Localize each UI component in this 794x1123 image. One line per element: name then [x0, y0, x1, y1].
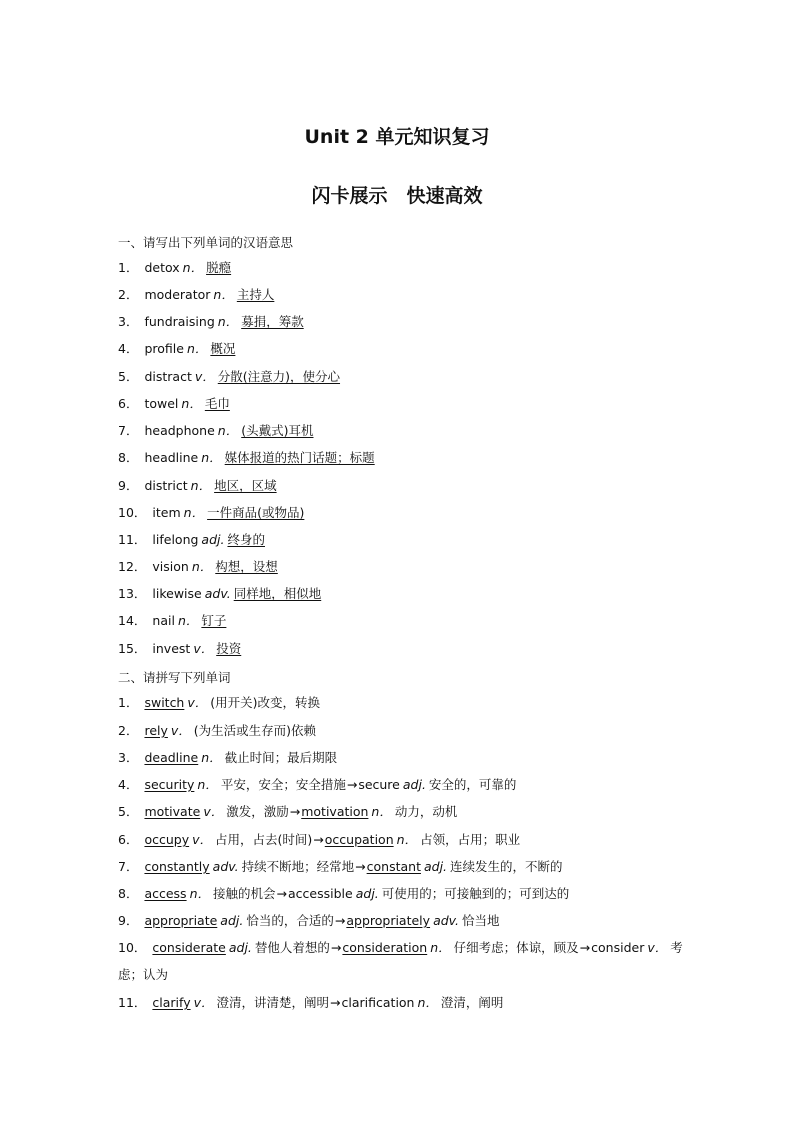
page-subtitle: 闪卡展示 快速高效 — [311, 185, 483, 207]
derived-meaning: 澄清，阐明 — [440, 995, 504, 1010]
item-pos: adv. — [212, 859, 239, 874]
item-word: nail — [152, 613, 175, 628]
list-item — [118, 314, 304, 330]
item-number: 10． — [118, 505, 147, 520]
item-number: 3． — [118, 314, 139, 329]
item-number: 10． — [118, 940, 147, 955]
list-item — [118, 750, 337, 766]
item-pos: v． — [170, 723, 191, 738]
section2-heading: 二、请拼写下列单词 — [118, 670, 231, 685]
item-pos: v． — [192, 832, 213, 847]
item-word: profile — [144, 341, 184, 356]
item-word: constantly — [144, 859, 210, 874]
derived-meaning: 安全的，可靠的 — [428, 777, 517, 792]
item-number: 11． — [118, 532, 147, 547]
derived-word: secure — [358, 777, 400, 792]
derived-pos: adj. — [423, 859, 448, 874]
item-word: rely — [144, 723, 168, 738]
item-number: 8． — [118, 450, 139, 465]
item-meaning: 地区，区域 — [214, 478, 277, 493]
item-number: 1． — [118, 260, 139, 275]
item-word: clarify — [152, 995, 191, 1010]
list-item — [118, 934, 688, 988]
list-item — [118, 886, 569, 902]
item-word: motivate — [144, 804, 201, 819]
item-pos: n． — [181, 396, 202, 411]
derived-word: consider — [591, 940, 645, 955]
item-meaning: 激发，激励 — [226, 804, 289, 819]
item-meaning: 概况 — [210, 341, 236, 356]
derived-meaning: 连续发生的，不断的 — [450, 859, 563, 874]
item-pos: v． — [193, 995, 214, 1010]
derived-word: occupation — [324, 832, 394, 847]
derived-pos: n． — [371, 804, 392, 819]
item-pos: adj. — [220, 913, 244, 928]
list-item — [118, 641, 241, 657]
list-item — [118, 478, 277, 494]
page-title: Unit 2 单元知识复习 — [304, 126, 490, 148]
item-meaning: 澄清，讲清楚，阐明 — [216, 995, 330, 1010]
list-item — [118, 396, 230, 412]
item-number: 15． — [118, 641, 147, 656]
item-pos: n． — [201, 450, 222, 465]
item-word: detox — [144, 260, 180, 275]
item-word: occupy — [144, 832, 190, 847]
item-pos: n． — [197, 777, 218, 792]
item-word: access — [144, 886, 187, 901]
list-item — [118, 613, 226, 629]
item-word: distract — [144, 369, 192, 384]
list-item — [118, 450, 375, 466]
list-item — [118, 832, 520, 848]
derived-meaning: 占领，占用；职业 — [420, 832, 521, 847]
item-meaning: 募捐，筹款 — [241, 314, 304, 329]
item-number: 7． — [118, 423, 139, 438]
item-number: 6． — [118, 832, 139, 847]
item-pos: n． — [183, 505, 205, 520]
item-word: fundraising — [144, 314, 215, 329]
item-pos: n． — [201, 750, 222, 765]
item-number: 6． — [118, 396, 139, 411]
item-word: headphone — [144, 423, 215, 438]
list-item — [118, 913, 500, 929]
item-meaning: 占用，占去(时间) — [215, 832, 313, 847]
item-word: invest — [152, 641, 191, 656]
item-meaning: 分散(注意力)，使分心 — [217, 369, 341, 384]
item-word: district — [144, 478, 188, 493]
item-word: item — [152, 505, 181, 520]
derived-meaning: 仔细考虑；体谅，顾及 — [453, 940, 579, 955]
list-item — [118, 341, 235, 357]
item-word: lifelong — [152, 532, 199, 547]
arrow-icon: → — [579, 940, 591, 955]
derived-meaning: 动力，动机 — [394, 804, 458, 819]
item-number: 13． — [118, 586, 147, 601]
item-number: 7． — [118, 859, 139, 874]
section1-heading: 一、请写出下列单词的汉语意思 — [118, 235, 294, 250]
list-item — [118, 287, 274, 303]
arrow-icon: → — [355, 859, 366, 874]
item-word: appropriate — [144, 913, 218, 928]
item-number: 14． — [118, 613, 147, 628]
item-meaning: (头戴式)耳机 — [241, 423, 314, 438]
list-item — [118, 532, 265, 548]
item-pos: adj. — [201, 532, 225, 547]
item-word: switch — [144, 695, 185, 710]
derived-word: consideration — [342, 940, 428, 955]
derived-pos: v． — [647, 940, 668, 955]
item-meaning: 毛巾 — [204, 396, 230, 411]
item-number: 4． — [118, 341, 139, 356]
list-item — [118, 260, 231, 276]
item-pos: n． — [186, 341, 208, 356]
item-number: 8． — [118, 886, 139, 901]
item-number: 2． — [118, 723, 139, 738]
item-meaning: 同样地，相似地 — [233, 586, 322, 601]
arrow-icon: → — [289, 804, 301, 819]
item-meaning: 持续不断地；经常地 — [241, 859, 355, 874]
item-pos: n． — [189, 886, 211, 901]
item-number: 5． — [118, 369, 139, 384]
item-number: 1． — [118, 695, 139, 710]
item-number: 2． — [118, 287, 139, 302]
item-word: likewise — [152, 586, 202, 601]
item-number: 4． — [118, 777, 139, 792]
item-word: deadline — [144, 750, 199, 765]
item-word: headline — [144, 450, 199, 465]
item-meaning: 钉子 — [201, 613, 227, 628]
item-pos: n． — [213, 287, 234, 302]
item-meaning: 接触的机会 — [213, 886, 276, 901]
arrow-icon: → — [346, 777, 358, 792]
arrow-icon: → — [334, 913, 346, 928]
derived-pos: n． — [396, 832, 418, 847]
item-pos: n． — [191, 559, 213, 574]
item-word: towel — [144, 396, 179, 411]
list-item — [118, 505, 304, 521]
item-meaning: 替他人着想的 — [254, 940, 330, 955]
derived-word: accessible — [288, 886, 353, 901]
derived-pos: adj. — [402, 777, 426, 792]
item-number: 3． — [118, 750, 139, 765]
derived-pos: n． — [430, 940, 451, 955]
derived-word: clarification — [341, 995, 415, 1010]
item-pos: v． — [193, 641, 214, 656]
arrow-icon: → — [313, 832, 324, 847]
derived-word: motivation — [301, 804, 369, 819]
item-pos: v． — [203, 804, 224, 819]
item-word: considerate — [152, 940, 226, 955]
item-pos: n． — [182, 260, 204, 275]
list-item — [118, 995, 503, 1011]
item-meaning: 终身的 — [227, 532, 265, 547]
item-meaning: 主持人 — [236, 287, 275, 302]
derived-pos: adj. — [355, 886, 379, 901]
list-item — [118, 695, 320, 711]
item-word: moderator — [144, 287, 211, 302]
item-word: vision — [152, 559, 189, 574]
derived-meaning: 可使用的；可接触到的；可到达的 — [381, 886, 570, 901]
item-pos: n． — [217, 314, 239, 329]
derived-word: constant — [366, 859, 421, 874]
item-word: security — [144, 777, 195, 792]
item-meaning: 构想，设想 — [215, 559, 278, 574]
item-meaning: 脱瘾 — [206, 260, 232, 275]
item-pos: v． — [194, 369, 215, 384]
item-number: 9． — [118, 913, 139, 928]
arrow-icon: → — [276, 886, 288, 901]
item-number: 12． — [118, 559, 147, 574]
arrow-icon: → — [330, 995, 341, 1010]
item-pos: n． — [190, 478, 212, 493]
arrow-icon: → — [330, 940, 342, 955]
list-item — [118, 423, 313, 439]
derived-pos: adv. — [433, 913, 460, 928]
derived-meaning: 恰当地 — [462, 913, 500, 928]
item-meaning: (用开关)改变，转换 — [210, 695, 321, 710]
item-meaning: 截止时间；最后期限 — [224, 750, 338, 765]
item-number: 9． — [118, 478, 139, 493]
list-item — [118, 777, 516, 793]
derived-meaning: 考虑；认为 — [118, 940, 683, 982]
list-item — [118, 586, 321, 602]
item-pos: n． — [177, 613, 199, 628]
item-pos: adv. — [204, 586, 231, 601]
item-meaning: 媒体报道的热门话题；标题 — [224, 450, 375, 465]
item-number: 5． — [118, 804, 139, 819]
list-item — [118, 859, 563, 875]
item-meaning: 恰当的，合适的 — [246, 913, 334, 928]
derived-word: appropriately — [346, 913, 431, 928]
item-meaning: 一件商品(或物品) — [207, 505, 305, 520]
list-item — [118, 369, 340, 385]
item-pos: v． — [187, 695, 208, 710]
item-meaning: (为生活或生存而)依赖 — [193, 723, 317, 738]
derived-pos: n． — [417, 995, 438, 1010]
list-item — [118, 723, 316, 739]
list-item — [118, 559, 278, 575]
item-meaning: 投资 — [216, 641, 242, 656]
item-pos: adj. — [228, 940, 252, 955]
item-number: 11． — [118, 995, 147, 1010]
item-meaning: 平安，安全；安全措施 — [220, 777, 346, 792]
item-pos: n． — [217, 423, 239, 438]
list-item — [118, 804, 457, 820]
